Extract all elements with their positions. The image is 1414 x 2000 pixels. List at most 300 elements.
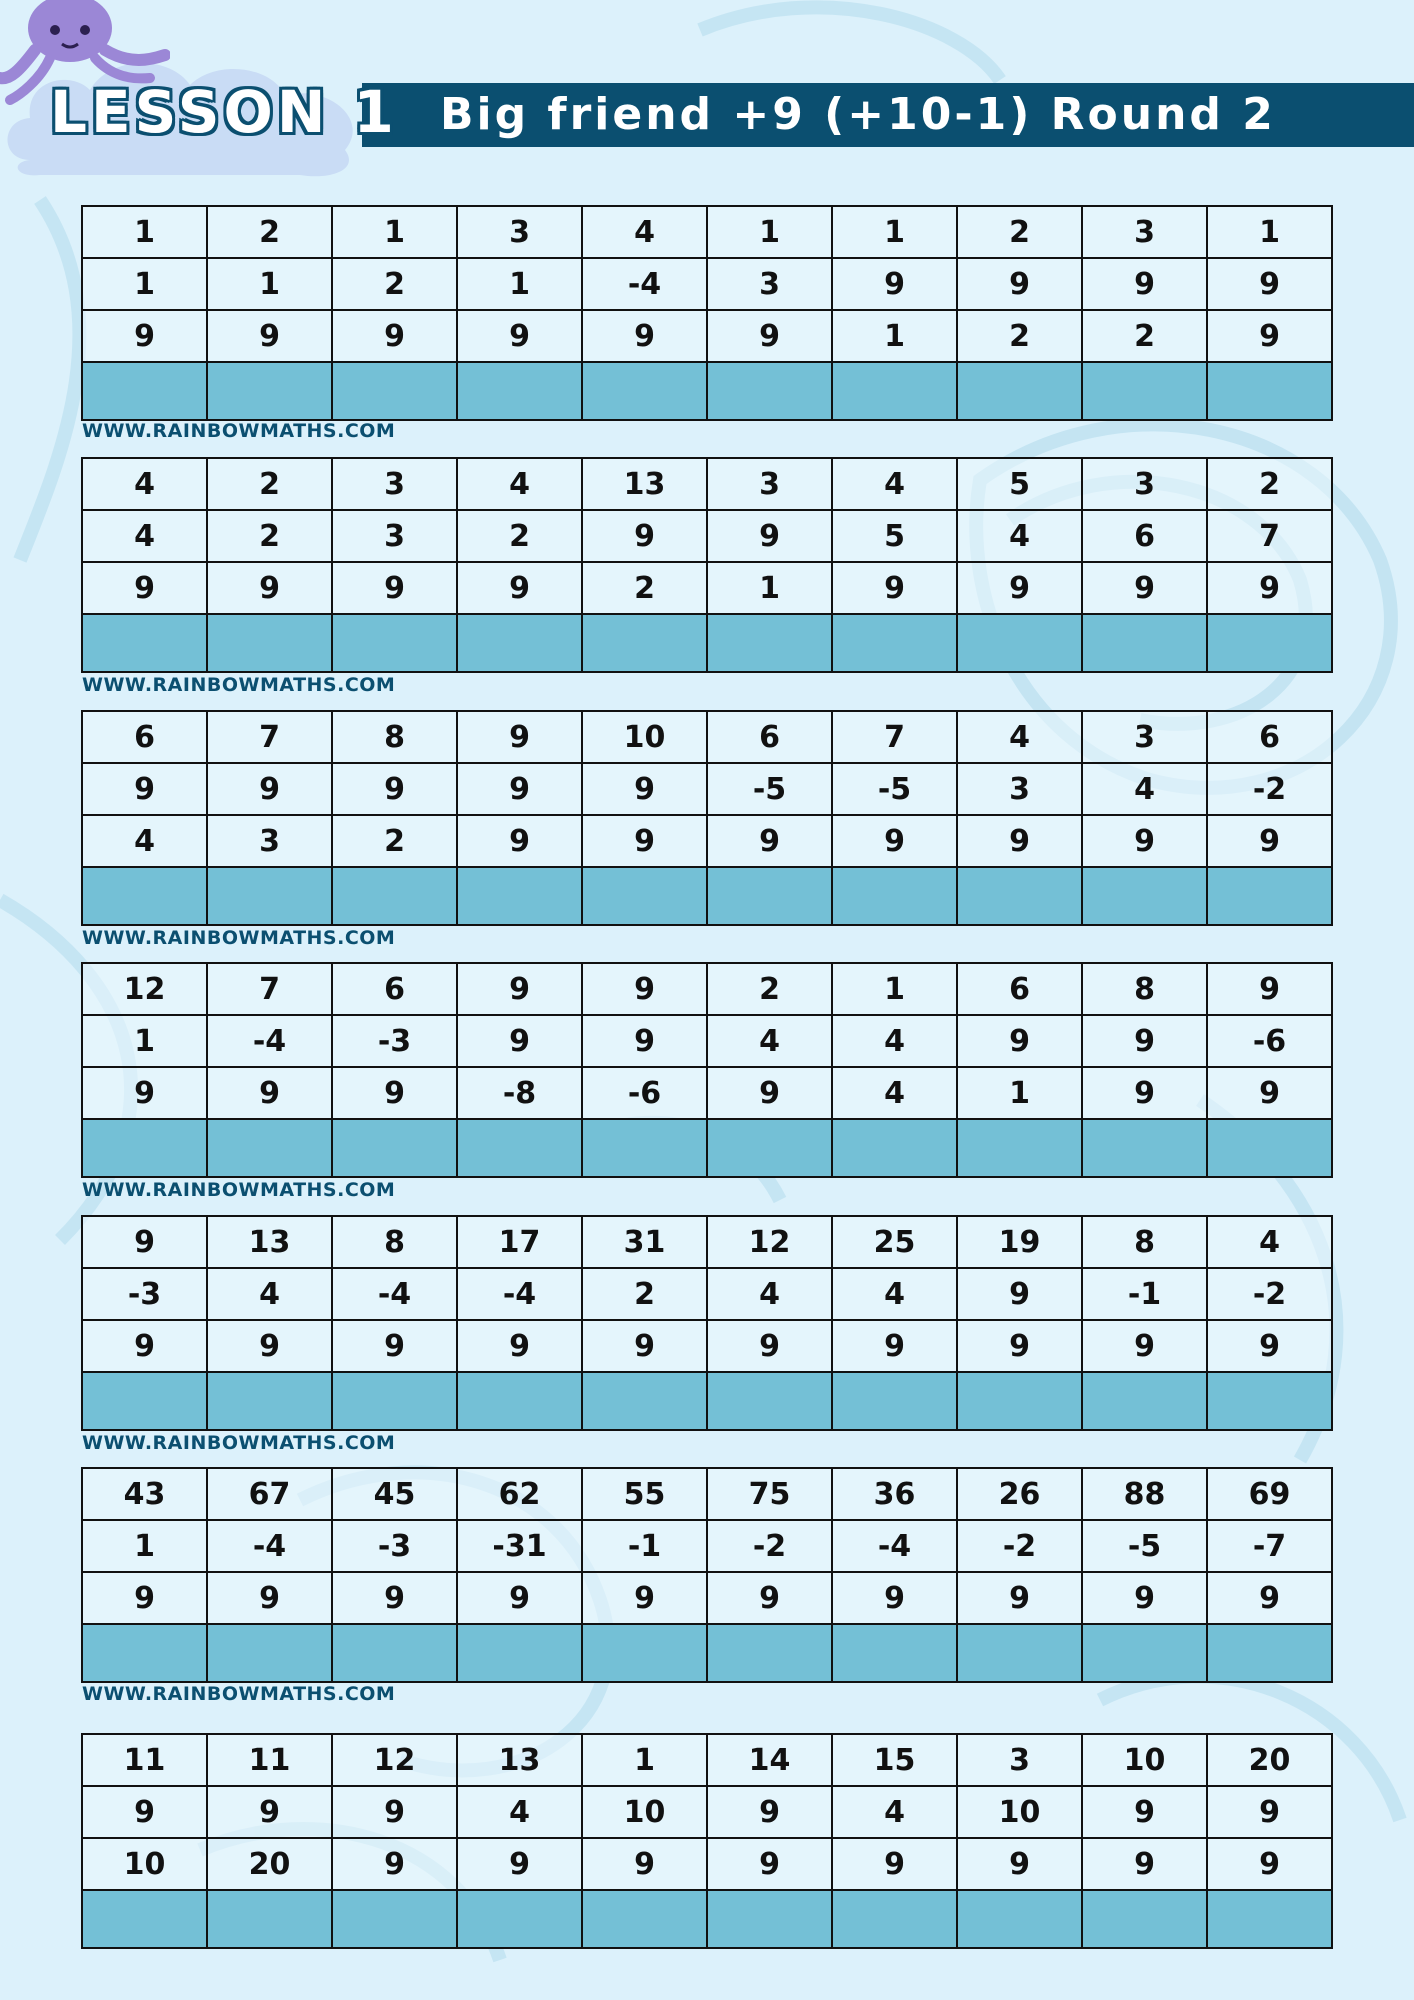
number-cell: 75 <box>707 1468 832 1520</box>
answer-input[interactable] <box>1208 868 1331 924</box>
number-cell: 2 <box>1207 458 1332 510</box>
number-cell: 9 <box>957 1320 1082 1372</box>
number-cell: 13 <box>457 1734 582 1786</box>
answer-cell[interactable] <box>332 1119 457 1177</box>
answer-cell[interactable] <box>82 867 207 925</box>
answer-cell[interactable] <box>582 867 707 925</box>
answer-cell[interactable] <box>82 614 207 672</box>
number-row <box>82 815 1332 867</box>
number-row <box>82 1786 1332 1838</box>
number-cell: 4 <box>82 510 207 562</box>
number-cell: 9 <box>332 1067 457 1119</box>
answer-cell[interactable] <box>707 1372 832 1430</box>
answer-cell[interactable] <box>707 1119 832 1177</box>
number-cell: 9 <box>82 1320 207 1372</box>
number-row <box>82 310 1332 362</box>
number-cell: 8 <box>332 711 457 763</box>
number-cell: 11 <box>207 1734 332 1786</box>
number-cell: 2 <box>457 510 582 562</box>
answer-input[interactable] <box>83 363 206 419</box>
answer-input[interactable] <box>708 1120 831 1176</box>
answer-cell[interactable] <box>1082 1890 1207 1948</box>
answer-input[interactable] <box>83 1120 206 1176</box>
number-cell: 9 <box>82 310 207 362</box>
answer-input[interactable] <box>833 1120 956 1176</box>
answer-input[interactable] <box>1083 1373 1206 1429</box>
number-cell: 9 <box>457 815 582 867</box>
answer-input[interactable] <box>1208 363 1331 419</box>
number-cell: 55 <box>582 1468 707 1520</box>
number-cell: 9 <box>457 963 582 1015</box>
answer-input[interactable] <box>333 868 456 924</box>
answer-cell[interactable] <box>1082 1372 1207 1430</box>
answer-cell[interactable] <box>207 1890 332 1948</box>
number-cell: 1 <box>707 562 832 614</box>
answer-cell[interactable] <box>707 1624 832 1682</box>
number-cell: -4 <box>457 1268 582 1320</box>
answer-input[interactable] <box>583 1625 706 1681</box>
number-cell: 9 <box>332 1786 457 1838</box>
answer-cell[interactable] <box>707 362 832 420</box>
answer-cell[interactable] <box>582 362 707 420</box>
answer-input[interactable] <box>708 1625 831 1681</box>
number-cell: 5 <box>832 510 957 562</box>
number-row <box>82 1838 1332 1890</box>
number-cell: 4 <box>832 1268 957 1320</box>
answer-input[interactable] <box>83 1373 206 1429</box>
number-cell: 20 <box>1207 1734 1332 1786</box>
answer-cell[interactable] <box>457 1624 582 1682</box>
answer-cell[interactable] <box>707 867 832 925</box>
number-row <box>82 562 1332 614</box>
answer-cell[interactable] <box>1207 614 1332 672</box>
number-cell: 9 <box>582 763 707 815</box>
answer-input[interactable] <box>1208 615 1331 671</box>
answer-cell[interactable] <box>1207 1372 1332 1430</box>
number-cell: 4 <box>1082 763 1207 815</box>
number-row <box>82 1216 1332 1268</box>
answer-input[interactable] <box>458 1373 581 1429</box>
answer-cell[interactable] <box>832 1372 957 1430</box>
answer-input[interactable] <box>958 1891 1081 1947</box>
answer-input[interactable] <box>708 868 831 924</box>
answer-input[interactable] <box>1208 1891 1331 1947</box>
answer-input[interactable] <box>583 1373 706 1429</box>
answer-row <box>82 1119 1332 1177</box>
answer-cell[interactable] <box>1082 1624 1207 1682</box>
number-cell: 6 <box>707 711 832 763</box>
number-cell: 9 <box>832 1320 957 1372</box>
number-cell: 1 <box>457 258 582 310</box>
number-cell: -5 <box>832 763 957 815</box>
number-cell: 10 <box>1082 1734 1207 1786</box>
answer-input[interactable] <box>583 615 706 671</box>
number-cell: 9 <box>707 1067 832 1119</box>
number-cell: 3 <box>957 1734 1082 1786</box>
answer-input[interactable] <box>1083 1120 1206 1176</box>
number-cell: 9 <box>1207 258 1332 310</box>
answer-cell[interactable] <box>582 614 707 672</box>
number-row <box>82 458 1332 510</box>
number-cell: 9 <box>957 258 1082 310</box>
answer-input[interactable] <box>833 363 956 419</box>
number-cell: 2 <box>1082 310 1207 362</box>
answer-input[interactable] <box>1208 1373 1331 1429</box>
answer-cell[interactable] <box>457 1119 582 1177</box>
number-cell: 9 <box>707 1786 832 1838</box>
number-cell: 19 <box>957 1216 1082 1268</box>
answer-input[interactable] <box>208 868 331 924</box>
number-cell: 9 <box>207 310 332 362</box>
number-cell: 4 <box>957 711 1082 763</box>
answer-input[interactable] <box>833 868 956 924</box>
answer-cell[interactable] <box>1082 614 1207 672</box>
answer-cell[interactable] <box>457 867 582 925</box>
number-cell: -4 <box>207 1520 332 1572</box>
answer-cell[interactable] <box>207 1372 332 1430</box>
answer-cell[interactable] <box>957 1372 1082 1430</box>
number-cell: 9 <box>582 815 707 867</box>
answer-input[interactable] <box>208 1120 331 1176</box>
number-row <box>82 1067 1332 1119</box>
answer-input[interactable] <box>958 1373 1081 1429</box>
answer-input[interactable] <box>833 1625 956 1681</box>
answer-cell[interactable] <box>1207 867 1332 925</box>
answer-input[interactable] <box>708 1373 831 1429</box>
number-cell: 9 <box>1207 815 1332 867</box>
website-footer: WWW.RAINBOWMATHS.COM <box>82 420 396 442</box>
number-cell: 9 <box>82 1067 207 1119</box>
number-cell: 4 <box>82 815 207 867</box>
number-cell: 4 <box>582 206 707 258</box>
answer-input[interactable] <box>208 1891 331 1947</box>
number-cell: 9 <box>582 1572 707 1624</box>
answer-input[interactable] <box>583 868 706 924</box>
answer-cell[interactable] <box>82 1119 207 1177</box>
lesson-label: LESSON 1 <box>50 78 398 146</box>
number-cell: 12 <box>707 1216 832 1268</box>
number-cell: 9 <box>957 1015 1082 1067</box>
answer-input[interactable] <box>1083 615 1206 671</box>
answer-input[interactable] <box>1083 1625 1206 1681</box>
answer-cell[interactable] <box>207 867 332 925</box>
answer-input[interactable] <box>458 1625 581 1681</box>
answer-input[interactable] <box>833 1373 956 1429</box>
answer-input[interactable] <box>958 363 1081 419</box>
answer-cell[interactable] <box>82 1372 207 1430</box>
answer-input[interactable] <box>583 1891 706 1947</box>
answer-cell[interactable] <box>832 614 957 672</box>
number-cell: 9 <box>707 310 832 362</box>
answer-cell[interactable] <box>207 1119 332 1177</box>
number-cell: -7 <box>1207 1520 1332 1572</box>
number-cell: 4 <box>957 510 1082 562</box>
number-cell: 9 <box>332 310 457 362</box>
answer-cell[interactable] <box>207 362 332 420</box>
number-cell: 10 <box>582 711 707 763</box>
answer-input[interactable] <box>1083 1891 1206 1947</box>
answer-cell[interactable] <box>832 1119 957 1177</box>
answer-cell[interactable] <box>1082 867 1207 925</box>
answer-cell[interactable] <box>82 1890 207 1948</box>
number-cell: 36 <box>832 1468 957 1520</box>
answer-cell[interactable] <box>957 614 1082 672</box>
answer-cell[interactable] <box>332 614 457 672</box>
number-cell: 7 <box>1207 510 1332 562</box>
number-cell: -3 <box>332 1015 457 1067</box>
answer-cell[interactable] <box>332 1372 457 1430</box>
answer-cell[interactable] <box>1207 362 1332 420</box>
number-cell: 2 <box>957 206 1082 258</box>
answer-cell[interactable] <box>957 1624 1082 1682</box>
number-cell: 10 <box>82 1838 207 1890</box>
number-cell: 2 <box>707 963 832 1015</box>
number-cell: 9 <box>957 562 1082 614</box>
number-cell: 10 <box>582 1786 707 1838</box>
number-cell: 9 <box>457 711 582 763</box>
answer-cell[interactable] <box>82 1624 207 1682</box>
answer-cell[interactable] <box>832 1890 957 1948</box>
answer-input[interactable] <box>208 615 331 671</box>
number-cell: 9 <box>457 1572 582 1624</box>
number-cell: 26 <box>957 1468 1082 1520</box>
number-cell: 1 <box>832 310 957 362</box>
answer-cell[interactable] <box>1207 1624 1332 1682</box>
answer-cell[interactable] <box>707 614 832 672</box>
answer-cell[interactable] <box>82 362 207 420</box>
number-cell: 7 <box>207 711 332 763</box>
page-title: Big friend +9 (+10-1) Round 2 <box>440 89 1276 140</box>
number-cell: 9 <box>707 815 832 867</box>
number-cell: 1 <box>332 206 457 258</box>
number-cell: 6 <box>957 963 1082 1015</box>
answer-cell[interactable] <box>582 1890 707 1948</box>
answer-cell[interactable] <box>457 1372 582 1430</box>
number-cell: 3 <box>1082 458 1207 510</box>
answer-cell[interactable] <box>332 1890 457 1948</box>
answer-input[interactable] <box>1208 1625 1331 1681</box>
number-cell: 9 <box>1082 1067 1207 1119</box>
number-cell: 67 <box>207 1468 332 1520</box>
answer-input[interactable] <box>83 868 206 924</box>
number-cell: 3 <box>707 258 832 310</box>
number-cell: 9 <box>207 1320 332 1372</box>
website-footer: WWW.RAINBOWMATHS.COM <box>82 1432 396 1454</box>
number-cell: -8 <box>457 1067 582 1119</box>
answer-cell[interactable] <box>832 362 957 420</box>
number-cell: 43 <box>82 1468 207 1520</box>
number-cell: 2 <box>582 562 707 614</box>
answer-input[interactable] <box>833 615 956 671</box>
number-cell: 9 <box>457 562 582 614</box>
problem-grid-6 <box>81 1467 1333 1683</box>
number-cell: -6 <box>582 1067 707 1119</box>
answer-cell[interactable] <box>1082 1119 1207 1177</box>
answer-input[interactable] <box>708 615 831 671</box>
answer-input[interactable] <box>208 1373 331 1429</box>
answer-row <box>82 1372 1332 1430</box>
answer-cell[interactable] <box>1082 362 1207 420</box>
number-cell: -4 <box>582 258 707 310</box>
answer-input[interactable] <box>958 868 1081 924</box>
number-cell: 1 <box>1207 206 1332 258</box>
answer-input[interactable] <box>458 1891 581 1947</box>
number-row <box>82 1572 1332 1624</box>
answer-cell[interactable] <box>457 1890 582 1948</box>
number-cell: -2 <box>1207 763 1332 815</box>
website-footer: WWW.RAINBOWMATHS.COM <box>82 927 396 949</box>
number-cell: 3 <box>707 458 832 510</box>
answer-input[interactable] <box>833 1891 956 1947</box>
number-cell: 9 <box>957 815 1082 867</box>
number-cell: 9 <box>457 1838 582 1890</box>
answer-input[interactable] <box>83 1625 206 1681</box>
number-cell: 1 <box>82 1015 207 1067</box>
number-cell: 9 <box>82 562 207 614</box>
answer-cell[interactable] <box>1207 1119 1332 1177</box>
number-cell: 1 <box>82 206 207 258</box>
number-cell: 9 <box>832 562 957 614</box>
number-row <box>82 1015 1332 1067</box>
number-cell: 13 <box>207 1216 332 1268</box>
answer-input[interactable] <box>83 615 206 671</box>
answer-cell[interactable] <box>332 362 457 420</box>
answer-cell[interactable] <box>707 1890 832 1948</box>
number-cell: 9 <box>332 562 457 614</box>
answer-row <box>82 362 1332 420</box>
answer-input[interactable] <box>333 1120 456 1176</box>
answer-input[interactable] <box>458 615 581 671</box>
number-cell: 9 <box>332 1320 457 1372</box>
answer-input[interactable] <box>958 1120 1081 1176</box>
problem-grid-1 <box>81 205 1333 421</box>
number-cell: 9 <box>707 1838 832 1890</box>
answer-input[interactable] <box>458 363 581 419</box>
number-cell: -6 <box>1207 1015 1332 1067</box>
number-cell: 31 <box>582 1216 707 1268</box>
number-cell: 9 <box>582 310 707 362</box>
number-cell: 3 <box>1082 206 1207 258</box>
number-cell: 9 <box>457 1015 582 1067</box>
number-cell: 62 <box>457 1468 582 1520</box>
number-cell: 9 <box>82 763 207 815</box>
number-row <box>82 1320 1332 1372</box>
answer-cell[interactable] <box>332 867 457 925</box>
answer-input[interactable] <box>333 1891 456 1947</box>
number-cell: 6 <box>1207 711 1332 763</box>
number-cell: 1 <box>957 1067 1082 1119</box>
answer-cell[interactable] <box>207 1624 332 1682</box>
number-cell: 9 <box>1207 562 1332 614</box>
answer-cell[interactable] <box>957 1119 1082 1177</box>
answer-input[interactable] <box>583 363 706 419</box>
number-cell: -4 <box>332 1268 457 1320</box>
answer-input[interactable] <box>333 363 456 419</box>
number-cell: 8 <box>332 1216 457 1268</box>
number-cell: 11 <box>82 1734 207 1786</box>
number-cell: 9 <box>82 1572 207 1624</box>
website-footer: WWW.RAINBOWMATHS.COM <box>82 1179 396 1201</box>
answer-input[interactable] <box>583 1120 706 1176</box>
number-cell: 9 <box>957 1838 1082 1890</box>
number-cell: 10 <box>957 1786 1082 1838</box>
answer-input[interactable] <box>958 615 1081 671</box>
number-cell: 88 <box>1082 1468 1207 1520</box>
number-cell: 2 <box>207 510 332 562</box>
number-cell: 2 <box>957 310 1082 362</box>
answer-input[interactable] <box>1208 1120 1331 1176</box>
answer-cell[interactable] <box>332 1624 457 1682</box>
answer-input[interactable] <box>458 868 581 924</box>
number-cell: 4 <box>207 1268 332 1320</box>
number-row <box>82 258 1332 310</box>
answer-input[interactable] <box>708 363 831 419</box>
answer-row <box>82 614 1332 672</box>
answer-input[interactable] <box>458 1120 581 1176</box>
number-row <box>82 1734 1332 1786</box>
number-cell: -1 <box>1082 1268 1207 1320</box>
number-cell: 7 <box>832 711 957 763</box>
number-cell: -31 <box>457 1520 582 1572</box>
problem-grid-5 <box>81 1215 1333 1431</box>
answer-input[interactable] <box>83 1891 206 1947</box>
number-cell: 9 <box>582 1838 707 1890</box>
answer-cell[interactable] <box>582 1119 707 1177</box>
answer-input[interactable] <box>1083 363 1206 419</box>
website-footer: WWW.RAINBOWMATHS.COM <box>82 674 396 696</box>
number-cell: 9 <box>1207 1320 1332 1372</box>
number-row <box>82 1468 1332 1520</box>
problem-grid-3 <box>81 710 1333 926</box>
number-cell: 1 <box>832 963 957 1015</box>
answer-input[interactable] <box>958 1625 1081 1681</box>
number-cell: 9 <box>1082 1838 1207 1890</box>
answer-input[interactable] <box>333 1373 456 1429</box>
number-cell: 9 <box>82 1786 207 1838</box>
answer-input[interactable] <box>708 1891 831 1947</box>
answer-cell[interactable] <box>207 614 332 672</box>
number-cell: 9 <box>1207 1067 1332 1119</box>
answer-row <box>82 1890 1332 1948</box>
number-cell: 8 <box>1082 1216 1207 1268</box>
answer-cell[interactable] <box>957 867 1082 925</box>
answer-input[interactable] <box>1083 868 1206 924</box>
answer-cell[interactable] <box>457 614 582 672</box>
answer-input[interactable] <box>208 363 331 419</box>
number-cell: 9 <box>457 763 582 815</box>
number-cell: 14 <box>707 1734 832 1786</box>
answer-cell[interactable] <box>582 1372 707 1430</box>
answer-cell[interactable] <box>832 867 957 925</box>
answer-cell[interactable] <box>582 1624 707 1682</box>
answer-cell[interactable] <box>957 362 1082 420</box>
answer-cell[interactable] <box>832 1624 957 1682</box>
number-row <box>82 1520 1332 1572</box>
number-cell: 9 <box>1082 258 1207 310</box>
number-cell: 20 <box>207 1838 332 1890</box>
number-cell: 9 <box>1082 562 1207 614</box>
number-cell: 9 <box>332 1572 457 1624</box>
number-cell: 2 <box>582 1268 707 1320</box>
answer-input[interactable] <box>333 615 456 671</box>
answer-input[interactable] <box>333 1625 456 1681</box>
answer-cell[interactable] <box>1207 1890 1332 1948</box>
answer-cell[interactable] <box>957 1890 1082 1948</box>
number-cell: -4 <box>207 1015 332 1067</box>
answer-input[interactable] <box>208 1625 331 1681</box>
number-cell: 9 <box>82 1216 207 1268</box>
answer-cell[interactable] <box>457 362 582 420</box>
